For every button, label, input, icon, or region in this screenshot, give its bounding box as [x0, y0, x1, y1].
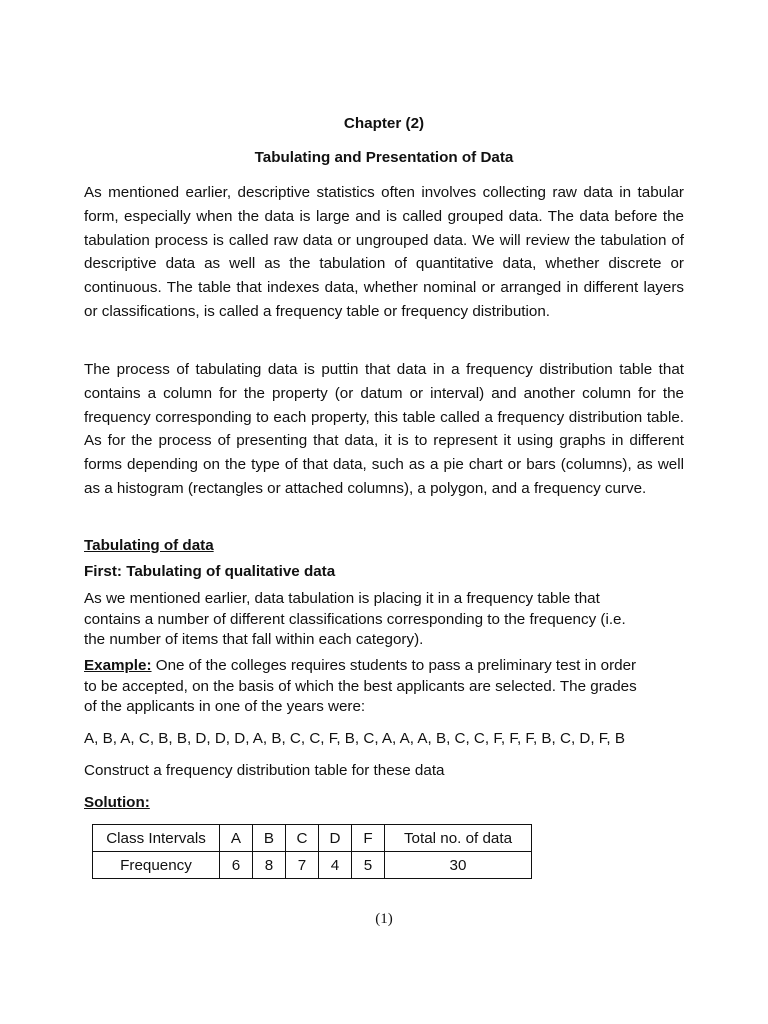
- example-text: One of the colleges requires students to pass a preliminary test in order: [151, 657, 637, 674]
- example-text: of the applicants in one of the years were:: [84, 698, 366, 715]
- table-cell: 30: [385, 852, 532, 879]
- table-cell: C: [286, 825, 319, 852]
- qualitative-description: [84, 589, 684, 651]
- example-text: to be accepted, on the basis of which the best applicants are selected. The grades: [84, 677, 637, 695]
- subsection-heading: First: Tabulating of qualitative data: [84, 563, 336, 580]
- table-cell: 8: [253, 852, 286, 879]
- frequency-table: [92, 824, 532, 879]
- example-paragraph: [84, 656, 684, 718]
- document-page: [84, 0, 684, 1024]
- table-cell: Class Intervals: [93, 825, 220, 852]
- example-label: Example:: [84, 657, 152, 674]
- table-cell: F: [352, 825, 385, 852]
- table-cell: Frequency: [93, 852, 220, 879]
- description-line: contains a number of different classifications corresponding to the frequency (i.e.: [84, 610, 626, 628]
- table-cell: 4: [319, 852, 352, 879]
- table-cell: 7: [286, 852, 319, 879]
- grades-list: A, B, A, C, B, B, D, D, D, A, B, C, C, F, B, C, A, A, A, B, C, C, F, F, F, B, C, D, F, B: [84, 730, 625, 747]
- table-cell: Total no. of data: [385, 825, 532, 852]
- page-title: Tabulating and Presentation of Data: [254, 149, 514, 166]
- table-cell: B: [253, 825, 286, 852]
- table-cell: A: [220, 825, 253, 852]
- solution-label: Solution:: [84, 794, 150, 811]
- description-line: As we mentioned earlier, data tabulation is placing it in a frequency table that: [84, 590, 600, 607]
- page-number: (1): [375, 911, 393, 927]
- intro-paragraph: As mentioned earlier, descriptive statistics often involves collecting raw data in tabular form, especially when the data is large and is called grouped data. The data before the tabulation process is called raw data or ungrouped data. We will review the tabulation of descriptive data as well as the tabulation of quantitative data, whether discrete or continuous. The table that indexes data, whether nominal or arranged in different layers or classifications, is called a frequency table or frequency distribution.: [84, 184, 684, 320]
- process-paragraph: The process of tabulating data is puttin that data in a frequency distribution table that contains a column for the property (or datum or interval) and another column for the frequency corresponding to each property, this table called a frequency distribution table. As for the process of presenting that data, it is to represent it using graphs in different forms depending on the type of that data, such as a pie chart or bars (columns), as well as a histogram (rectangles or attached columns), a polygon, and a frequency curve.: [84, 361, 684, 497]
- section-heading: Tabulating of data: [84, 537, 214, 554]
- table-cell: 5: [352, 852, 385, 879]
- table-header-row: [93, 825, 532, 852]
- description-line: the number of items that fall within each category).: [84, 631, 424, 648]
- table-row: [93, 852, 532, 879]
- task-statement: Construct a frequency distribution table for these data: [84, 762, 445, 779]
- table-cell: 6: [220, 852, 253, 879]
- chapter-label: Chapter (2): [343, 115, 425, 132]
- table-cell: D: [319, 825, 352, 852]
